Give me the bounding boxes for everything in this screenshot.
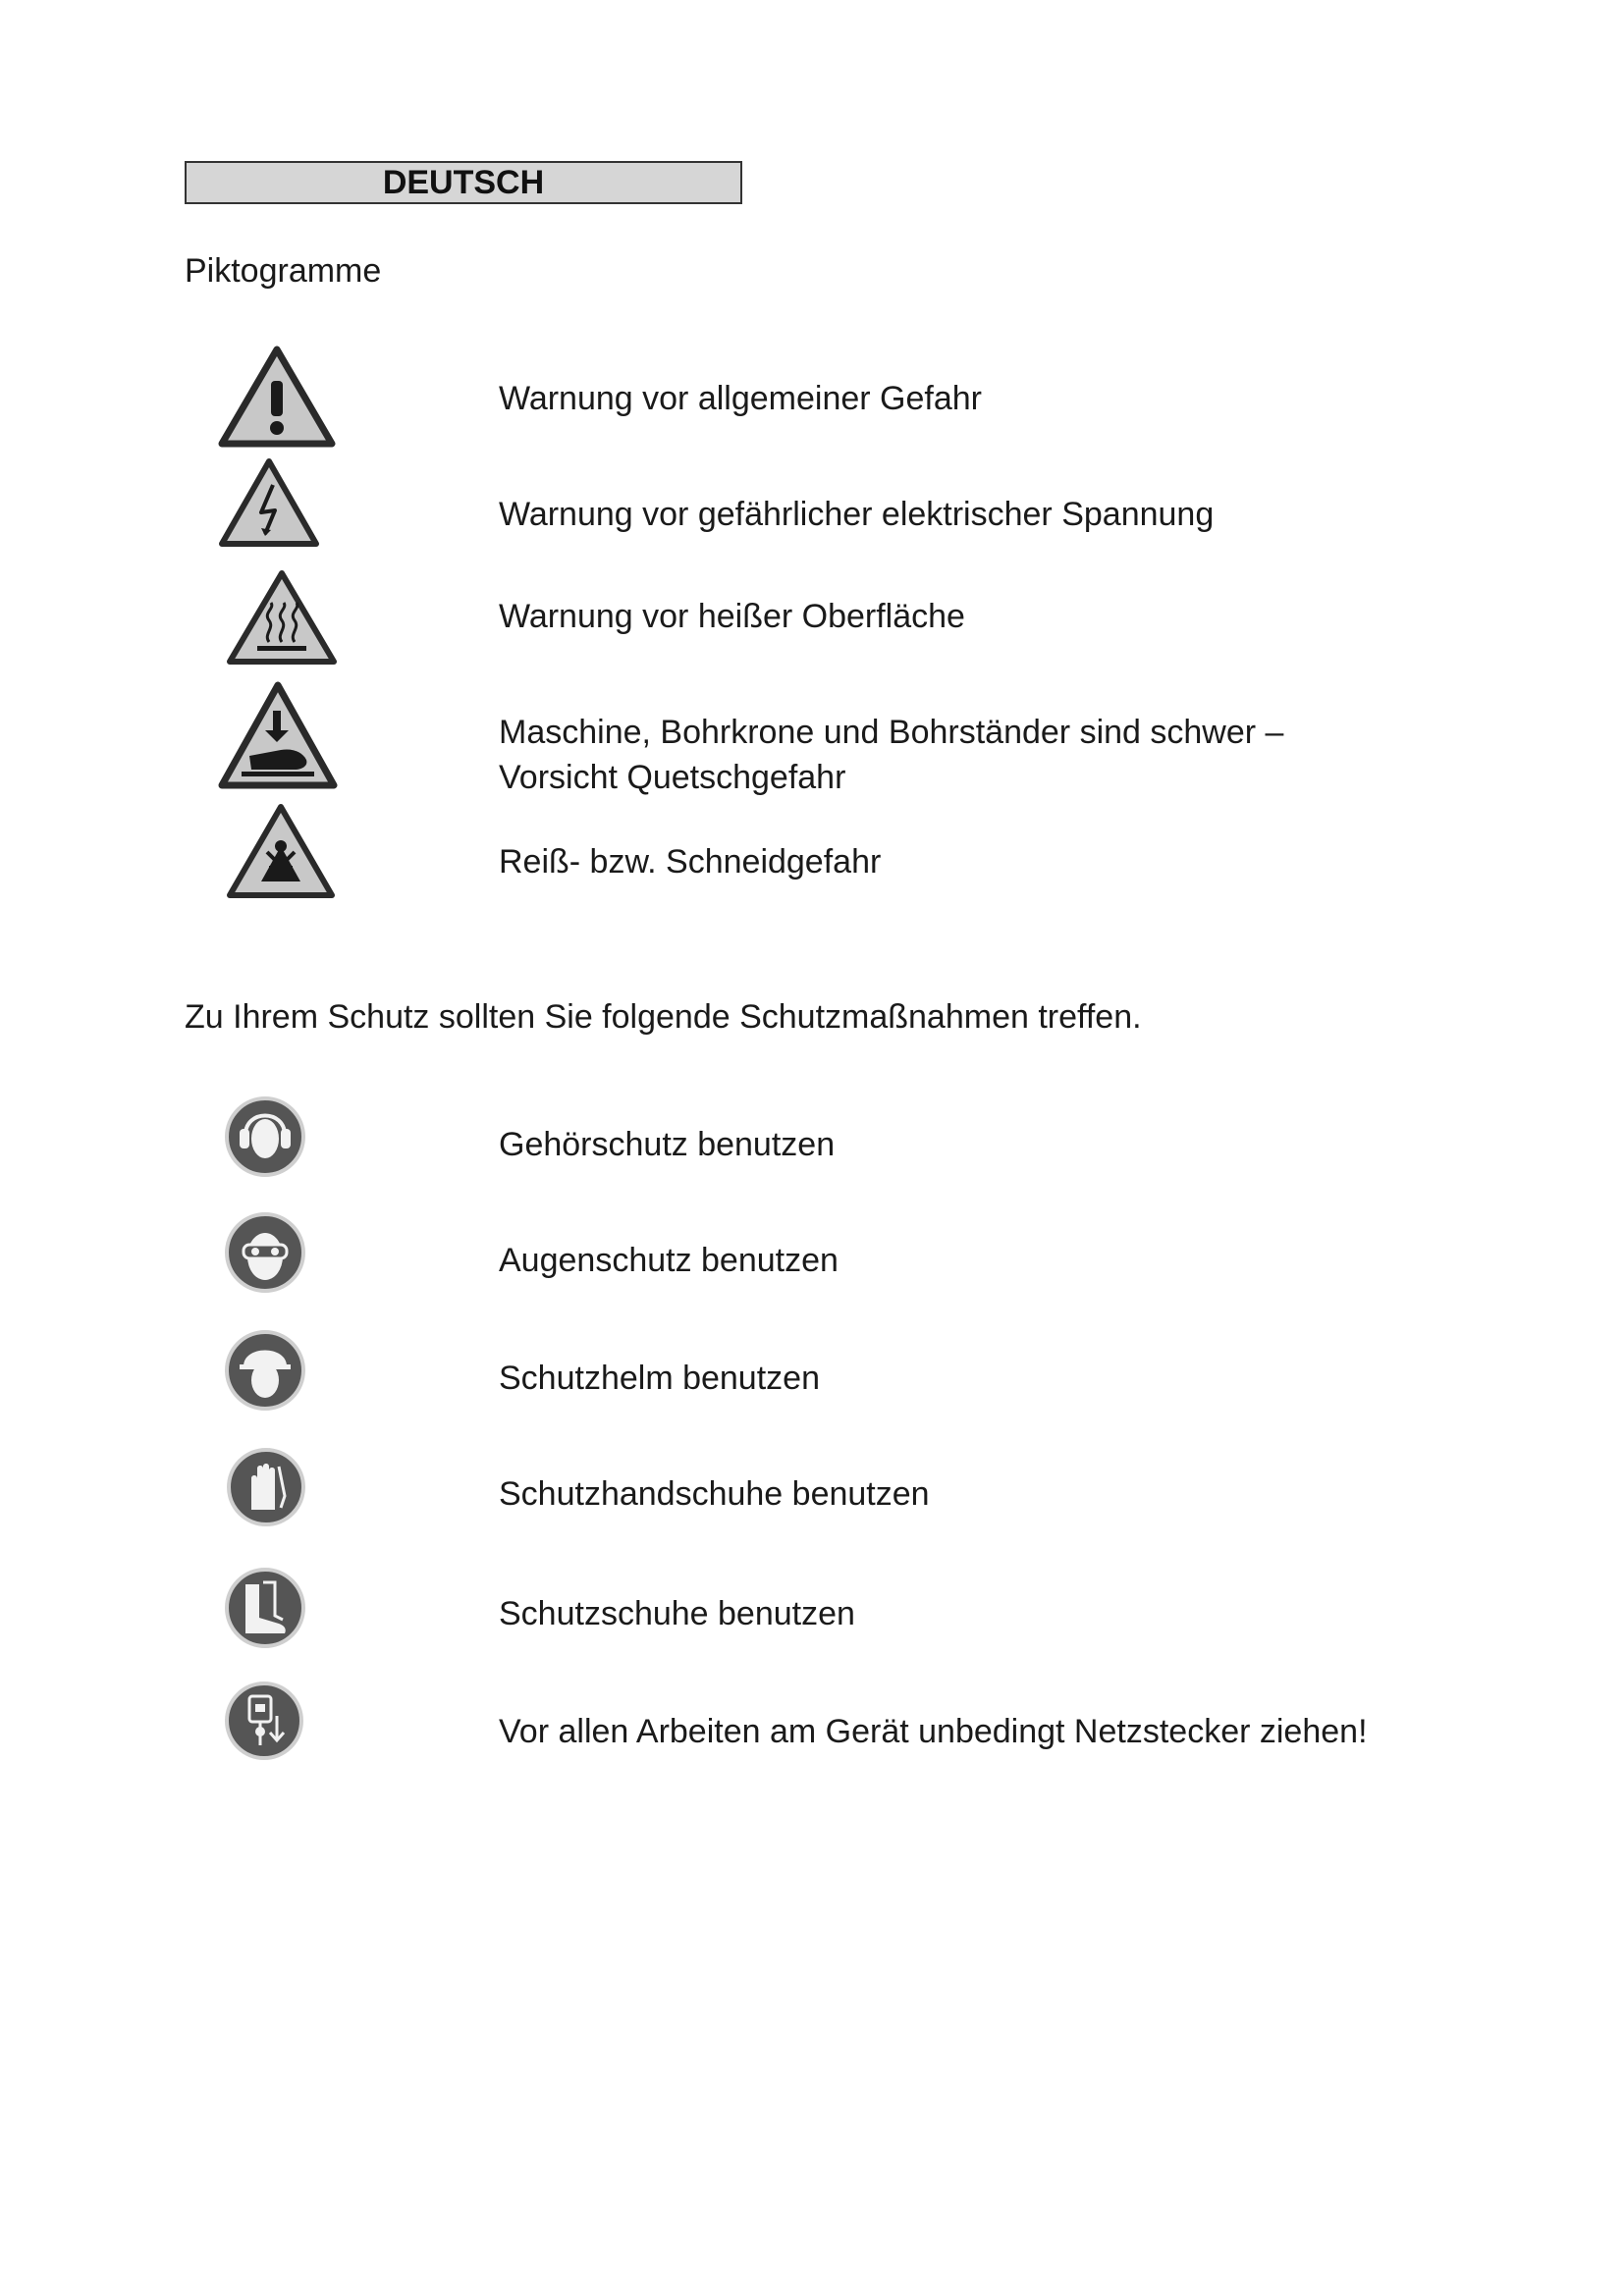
crush-hazard-icon <box>218 681 338 789</box>
protection-text-eye: Augenschutz benutzen <box>499 1242 839 1279</box>
protection-heading: Zu Ihrem Schutz sollten Sie folgende Schutzmaßnahmen treffen. <box>185 998 1142 1036</box>
unplug-icon <box>224 1681 304 1761</box>
general-danger-icon <box>218 346 336 448</box>
warning-text-crush-line-2: Vorsicht Quetschgefahr <box>499 759 846 796</box>
safety-shoes-icon <box>224 1567 306 1649</box>
warning-text-electric: Warnung vor gefährlicher elektrischer Spannung <box>499 496 1215 533</box>
electric-voltage-icon <box>218 457 320 548</box>
cut-hazard-icon <box>226 803 336 899</box>
gloves-icon <box>226 1447 306 1527</box>
warning-text-general: Warnung vor allgemeiner Gefahr <box>499 380 982 417</box>
helmet-icon <box>224 1329 306 1412</box>
protection-text-unplug: Vor allen Arbeiten am Gerät unbedingt Netzstecker ziehen! <box>499 1713 1368 1750</box>
protection-text-shoes: Schutzschuhe benutzen <box>499 1595 855 1632</box>
pictograms-heading: Piktogramme <box>185 252 382 290</box>
warning-text-crush-line-1: Maschine, Bohrkrone und Bohrständer sind schwer – <box>499 714 1284 751</box>
hot-surface-icon <box>226 569 338 666</box>
warning-text-cut: Reiß- bzw. Schneidgefahr <box>499 843 882 881</box>
protection-text-ear: Gehörschutz benutzen <box>499 1126 836 1163</box>
eye-protection-icon <box>224 1211 306 1294</box>
language-label: DEUTSCH <box>185 161 742 204</box>
protection-text-helmet: Schutzhelm benutzen <box>499 1360 820 1397</box>
ear-protection-icon <box>224 1095 306 1178</box>
protection-text-gloves: Schutzhandschuhe benutzen <box>499 1475 930 1513</box>
warning-text-hot-surface: Warnung vor heißer Oberfläche <box>499 598 965 635</box>
